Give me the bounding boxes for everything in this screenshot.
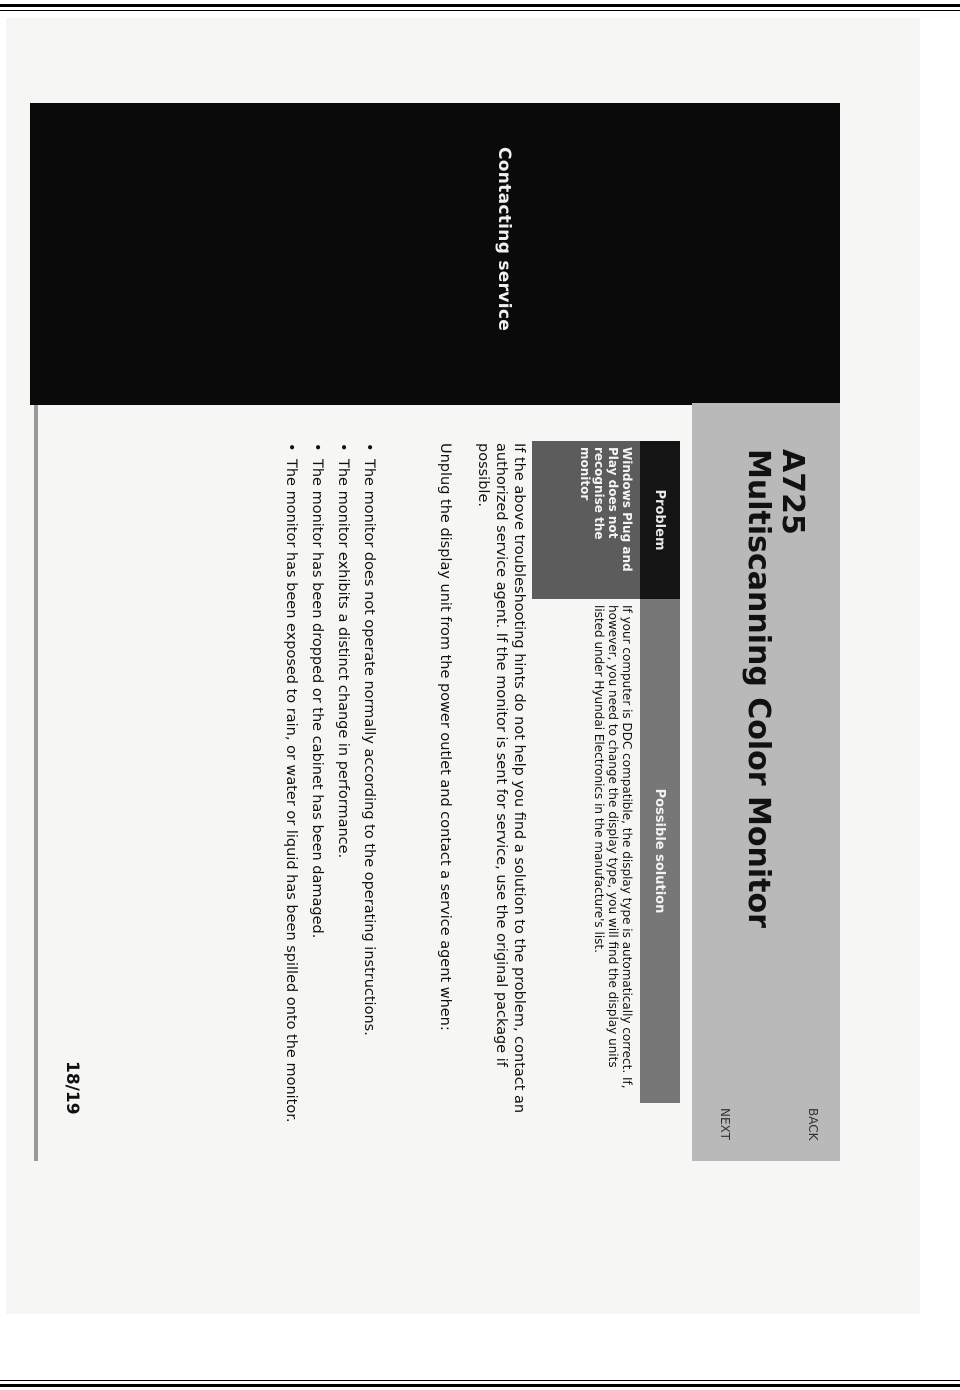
bullet-icon: • (309, 443, 325, 452)
table-header-problem: Problem (640, 441, 680, 599)
list-item (334, 443, 352, 1143)
footer-rule (34, 405, 38, 1161)
bottom-border-rule (0, 1384, 960, 1387)
bullet-icon: • (283, 443, 299, 452)
service-conditions-list (274, 443, 378, 1143)
section-sidebar (30, 103, 840, 405)
model-number: A725 (775, 449, 810, 535)
list-item (360, 443, 378, 1143)
top-border-rule-thin (0, 10, 960, 11)
list-item-text: The monitor has been exposed to rain, or water or liquid has been spilled onto the monitor. (283, 459, 299, 1123)
page-number: 18/19 (62, 1061, 82, 1115)
back-link[interactable]: BACK (806, 1108, 820, 1141)
list-item-text: The monitor exhibits a distinct change in performance. (335, 459, 351, 859)
list-item (308, 443, 326, 1143)
next-link[interactable]: NEXT (718, 1108, 732, 1140)
table-header-solution: Possible solution (640, 599, 680, 1103)
list-item (282, 443, 300, 1143)
table-cell-solution: If your computer is DDC compatible, the display type is automatically correct. If, however, you need to change the display type, you will find the display units listed under Hyundai Electronics in the manufacture's list. (532, 599, 640, 1103)
unplug-paragraph: Unplug the display unit from the power outlet and contact a service agent when: (437, 443, 453, 1031)
section-title: Contacting service (494, 147, 514, 332)
intro-paragraph: If the above troubleshooting hints do not help you find a solution to the problem, contact an authorized service agent. If the monitor is sent for service, use the original package if possible. (475, 443, 527, 1114)
list-item-text: The monitor has been dropped or the cabinet has been damaged. (309, 459, 325, 939)
top-border-rule (0, 4, 960, 7)
page-title: Multiscanning Color Monitor (741, 449, 776, 928)
troubleshooting-table (544, 441, 680, 1103)
bullet-icon: • (361, 443, 377, 452)
table-cell-problem: Windows Plug and Play does not recognise the monitor (532, 441, 640, 599)
list-item-text: The monitor does not operate normally according to the operating instructions. (361, 459, 377, 1036)
bottom-border-rule-thin (0, 1380, 960, 1381)
bullet-icon: • (335, 443, 351, 452)
rotated-manual-page (30, 103, 840, 1163)
